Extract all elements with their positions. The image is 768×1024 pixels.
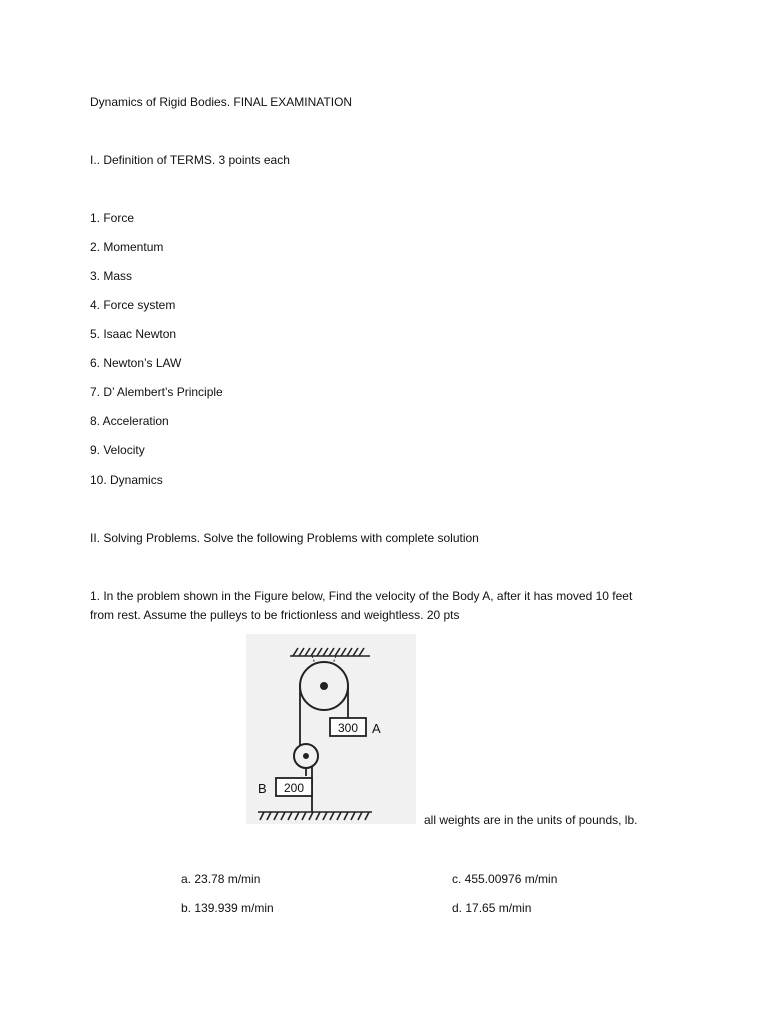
ceiling-support	[290, 648, 370, 656]
term-item: 6. Newton’s LAW	[90, 356, 182, 370]
lower-pulley	[294, 744, 318, 768]
block-b-weight: 200	[283, 781, 305, 795]
term-item: 4. Force system	[90, 298, 176, 312]
term-item: 9. Velocity	[90, 443, 145, 457]
term-item: 5. Isaac Newton	[90, 327, 177, 341]
block-a-weight: 300	[337, 721, 359, 735]
term-item: 7. D’ Alembert’s Principle	[90, 385, 223, 399]
block-b	[258, 778, 312, 796]
exam-title: Dynamics of Rigid Bodies. FINAL EXAMINATION	[90, 95, 353, 109]
choice-a: a. 23.78 m/min	[181, 872, 261, 886]
term-item: 1. Force	[90, 211, 135, 225]
choice-c: c. 455.00976 m/min	[452, 872, 558, 886]
choice-b: b. 139.939 m/min	[181, 901, 274, 915]
units-note: all weights are in the units of pounds, lb.	[424, 813, 638, 827]
block-b-label: B	[258, 781, 267, 796]
section-1-heading: I.. Definition of TERMS. 3 points each	[90, 153, 290, 167]
problem-1-text-line2: from rest. Assume the pulleys to be frictionless and weightless. 20 pts	[90, 608, 460, 622]
pulley-diagram	[246, 634, 416, 824]
pulley-figure	[246, 634, 416, 824]
block-a-label: A	[372, 721, 381, 736]
block-a	[330, 718, 381, 736]
term-item: 2. Momentum	[90, 240, 164, 254]
term-item: 10. Dynamics	[90, 473, 163, 487]
problem-1-text-line1: 1. In the problem shown in the Figure below, Find the velocity of the Body A, after it has moved 10 feet	[90, 589, 633, 603]
term-item: 8. Acceleration	[90, 414, 169, 428]
section-2-heading: II. Solving Problems. Solve the following Problems with complete solution	[90, 531, 479, 545]
upper-pulley	[300, 656, 348, 710]
choice-d: d. 17.65 m/min	[452, 901, 532, 915]
term-item: 3. Mass	[90, 269, 133, 283]
floor-support	[258, 812, 372, 820]
